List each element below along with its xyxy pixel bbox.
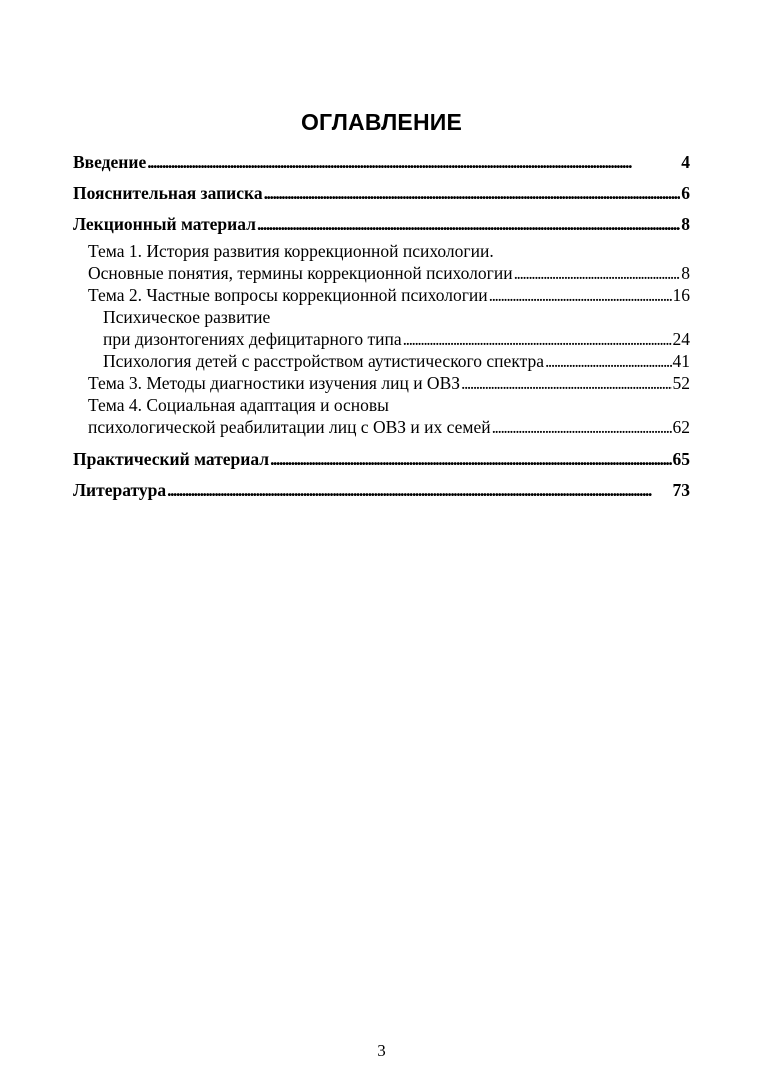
- toc-entry-topic-4[interactable]: [73, 394, 690, 438]
- toc-entry-page: 62: [672, 417, 690, 437]
- dot-leader: [167, 479, 671, 501]
- dot-leader: [147, 151, 680, 173]
- toc-entry-lecture-material[interactable]: [73, 213, 690, 235]
- toc-entry-page: 41: [672, 351, 690, 371]
- toc-entry-practical-material[interactable]: [73, 448, 690, 470]
- toc-entry-title-line1: Тема 4. Социальная адаптация и основы: [88, 395, 389, 415]
- dot-leader: [514, 262, 681, 284]
- toc-entry-topic-1[interactable]: [73, 240, 690, 284]
- toc-entry-topic-3[interactable]: [73, 372, 690, 394]
- dot-leader: [545, 350, 672, 372]
- toc-entry-page: 73: [672, 480, 690, 500]
- toc-entry-page: 16: [672, 285, 690, 305]
- toc-entry-page: 6: [681, 183, 690, 203]
- toc-entry-topic-2-autism[interactable]: [73, 350, 690, 372]
- toc-entry-topic-2[interactable]: [73, 284, 690, 306]
- page-number: 3: [377, 1041, 386, 1060]
- toc-entry-title-line1: Тема 1. История развития коррекционной психологии.: [88, 241, 494, 261]
- toc-entry-page: 65: [672, 449, 690, 469]
- dot-leader: [270, 448, 671, 470]
- toc-entry-title: Пояснительная записка: [73, 183, 263, 203]
- toc-entry-explanatory-note[interactable]: [73, 182, 690, 204]
- toc-entry-introduction[interactable]: [73, 151, 690, 173]
- dot-leader: [257, 213, 680, 235]
- toc-entry-page: 8: [681, 263, 690, 283]
- toc-entry-page: 24: [672, 329, 690, 349]
- toc-entry-title: Лекционный материал: [73, 214, 256, 234]
- toc-entry-page: 8: [681, 214, 690, 234]
- dot-leader: [492, 416, 672, 438]
- toc-entry-page: 4: [681, 152, 690, 172]
- toc-entry-title: Литература: [73, 480, 167, 500]
- dot-leader: [264, 182, 681, 204]
- toc-entry-title: Введение: [73, 152, 147, 172]
- page-title: ОГЛАВЛЕНИЕ: [300, 109, 463, 135]
- table-of-contents: [73, 151, 690, 510]
- toc-entry-title: Психология детей с расстройством аутистического спектра: [103, 351, 544, 371]
- dot-leader: [461, 372, 671, 394]
- toc-entry-title-line1: Психическое развитие: [103, 307, 271, 327]
- toc-entry-title: Практический материал: [73, 449, 270, 469]
- toc-entry-title-line2: при дизонтогениях дефицитарного типа: [103, 329, 402, 349]
- toc-entry-title: Тема 2. Частные вопросы коррекционной психологии: [88, 285, 488, 305]
- dot-leader: [403, 328, 672, 350]
- toc-entry-literature[interactable]: [73, 479, 690, 501]
- toc-entry-topic-2-mental-development[interactable]: [73, 306, 690, 350]
- toc-entry-title: Тема 3. Методы диагностики изучения лиц и ОВЗ: [88, 373, 461, 393]
- toc-entry-title-line2: Основные понятия, термины коррекционной психологии: [88, 263, 513, 283]
- toc-entry-title-line2: психологической реабилитации лиц с ОВЗ и их семей: [88, 417, 491, 437]
- dot-leader: [489, 284, 672, 306]
- toc-entry-page: 52: [672, 373, 690, 393]
